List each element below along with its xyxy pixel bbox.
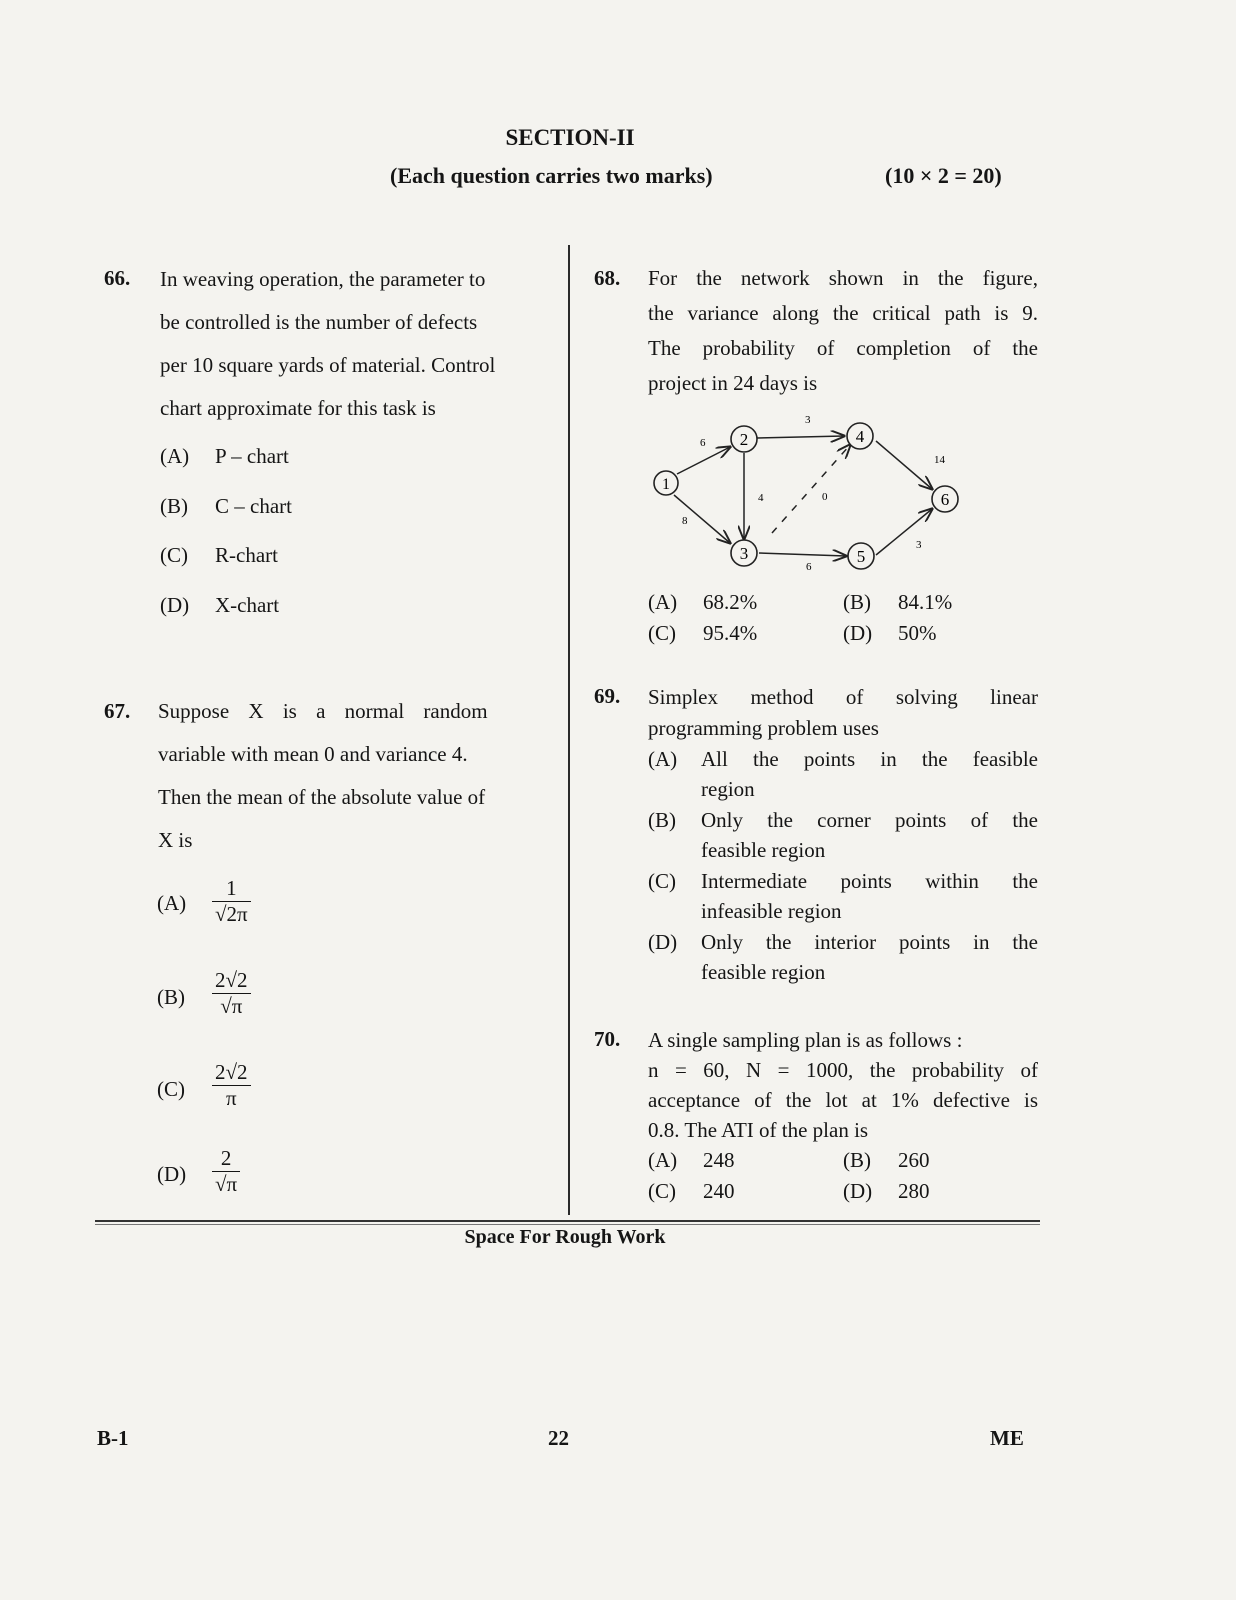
q66-line: per 10 square yards of material. Control <box>160 353 496 377</box>
option-label: (A) <box>648 747 678 771</box>
option-label: (A) <box>648 1148 678 1172</box>
fraction-numerator: 1 <box>226 876 237 900</box>
edge-1-2 <box>677 447 730 474</box>
q66-line: be controlled is the number of defects <box>160 310 478 334</box>
q70-option-d <box>843 1176 930 1207</box>
q68-option-b <box>843 587 952 618</box>
option-text: 240 <box>703 1179 735 1203</box>
node-label: 5 <box>856 547 866 566</box>
q70-line: A single sampling plan is as follows : <box>648 1028 963 1052</box>
q70-option-c <box>648 1176 735 1207</box>
paper-code-left: B-1 <box>97 1426 129 1450</box>
q67-line: X is <box>158 828 193 852</box>
edge-label-1-3: 8 <box>682 515 688 527</box>
option-text: Only the corner points of the <box>701 808 1038 832</box>
q66-option-b <box>160 494 292 519</box>
q68-line: project in 24 days is <box>648 371 818 395</box>
option-text: infeasible region <box>701 899 842 923</box>
edge-2-4 <box>757 436 844 438</box>
q69-option-b <box>648 805 1038 865</box>
edge-label-4-6: 14 <box>934 454 945 466</box>
node-label: 4 <box>855 427 865 446</box>
q66-option-a <box>160 444 289 469</box>
q67-option-b-fraction <box>212 968 251 1019</box>
node-5 <box>848 543 874 569</box>
option-label: (C) <box>648 1179 676 1203</box>
option-text: 280 <box>898 1179 930 1203</box>
q67-line: variable with mean 0 and variance 4. <box>158 742 468 766</box>
q70-line: acceptance of the lot at 1% defective is <box>648 1088 1038 1112</box>
node-1 <box>654 471 678 495</box>
q67-option-d-label: (D) <box>157 1162 187 1186</box>
rough-work-divider <box>95 1220 1040 1222</box>
q66-option-c <box>160 543 278 568</box>
edge-label-3-4: 0 <box>822 491 828 503</box>
option-label: (A) <box>160 444 190 468</box>
node-label: 2 <box>739 430 749 449</box>
option-text: Only the interior points in the <box>701 930 1038 954</box>
q67-option-a-label: (A) <box>157 891 187 915</box>
page-number: 22 <box>548 1426 569 1450</box>
q70-line: n = 60, N = 1000, the probability of <box>648 1058 1038 1082</box>
node-4 <box>847 423 873 449</box>
q66-line: In weaving operation, the parameter to <box>160 267 486 291</box>
fraction-numerator: 2 <box>220 1146 232 1170</box>
paper-code-right: ME <box>990 1426 1024 1450</box>
q68-line: the variance along the critical path is 9. <box>648 301 1038 325</box>
project-network-diagram <box>640 405 970 585</box>
option-text: 260 <box>898 1148 930 1172</box>
option-label: (B) <box>648 808 676 832</box>
q66-text <box>160 258 550 430</box>
option-text: feasible region <box>701 960 826 984</box>
q70-text <box>648 1025 1038 1145</box>
node-label: 3 <box>739 544 749 563</box>
rough-work-label: Space For Rough Work <box>464 1226 666 1248</box>
fraction-denominator: π <box>212 1085 251 1111</box>
node-label: 6 <box>940 490 950 509</box>
q67-option-d-fraction <box>212 1146 240 1197</box>
q67-line: Then the mean of the absolute value of <box>158 785 486 809</box>
column-divider <box>568 245 570 1215</box>
edge-3-5 <box>759 553 846 556</box>
q67-option-a-fraction <box>212 876 251 927</box>
q70-option-b <box>843 1145 930 1176</box>
option-text: 50% <box>898 621 937 645</box>
option-text: All the points in the feasible <box>701 747 1038 771</box>
section-subtitle: (Each question carries two marks) <box>390 163 713 188</box>
option-text: 68.2% <box>703 590 758 614</box>
q67-option-c-label: (C) <box>157 1077 185 1101</box>
option-label: (B) <box>843 590 871 614</box>
option-label: (B) <box>160 494 188 518</box>
edge-label-2-4: 3 <box>805 414 811 426</box>
fraction-denominator: √π <box>212 993 251 1019</box>
q69-number: 69. <box>594 684 621 708</box>
q67-line: Suppose X is a normal random <box>158 699 488 723</box>
edge-label-1-2: 6 <box>700 437 706 449</box>
q67-text <box>158 690 548 862</box>
option-label: (D) <box>648 930 678 954</box>
q69-options <box>648 744 1038 987</box>
option-text: P – chart <box>215 444 289 468</box>
edge-label-5-6: 3 <box>916 539 922 551</box>
q68-option-c <box>648 618 757 649</box>
node-3 <box>731 540 757 566</box>
option-text: Intermediate points within the <box>701 869 1038 893</box>
fraction-numerator: 2√2 <box>215 1060 248 1084</box>
fraction-denominator: √π <box>212 1171 240 1197</box>
q68-option-a <box>648 587 757 618</box>
q66-number: 66. <box>104 266 131 290</box>
q68-number: 68. <box>594 266 621 290</box>
option-text: feasible region <box>701 838 826 862</box>
edge-label-2-3: 4 <box>758 492 764 504</box>
option-text: 248 <box>703 1148 735 1172</box>
rough-work-divider-thin <box>95 1224 1040 1225</box>
q68-text <box>648 261 1038 401</box>
option-text: C – chart <box>215 494 292 518</box>
option-label: (C) <box>160 543 188 567</box>
option-label: (A) <box>648 590 678 614</box>
section-title: SECTION-II <box>505 125 635 150</box>
node-2 <box>731 426 757 452</box>
q70-number: 70. <box>594 1027 621 1051</box>
q69-line: Simplex method of solving linear <box>648 685 1038 709</box>
q68-line: For the network shown in the figure, <box>648 266 1038 290</box>
option-label: (D) <box>843 621 873 645</box>
option-label: (B) <box>843 1148 871 1172</box>
option-text: R-chart <box>215 543 278 567</box>
q68-line: The probability of completion of the <box>648 336 1038 360</box>
q66-line: chart approximate for this task is <box>160 396 436 420</box>
q69-text <box>648 682 1038 744</box>
edge-4-6 <box>876 441 932 489</box>
q67-number: 67. <box>104 699 131 723</box>
section-marks: (10 × 2 = 20) <box>885 163 1002 188</box>
option-text: 84.1% <box>898 590 953 614</box>
q69-option-c <box>648 866 1038 926</box>
q69-option-a <box>648 744 1038 804</box>
node-label: 1 <box>662 476 670 493</box>
fraction-denominator: √2π <box>212 901 251 927</box>
option-text: 95.4% <box>703 621 758 645</box>
option-text: region <box>701 777 755 801</box>
q70-line: 0.8. The ATI of the plan is <box>648 1118 869 1142</box>
q67-option-b-label: (B) <box>157 985 185 1009</box>
node-6 <box>932 486 958 512</box>
edge-label-3-5: 6 <box>806 561 812 573</box>
q69-line: programming problem uses <box>648 716 879 740</box>
option-label: (C) <box>648 621 676 645</box>
q66-option-d <box>160 593 279 618</box>
q69-option-d <box>648 927 1038 987</box>
option-text: X-chart <box>215 593 280 617</box>
q70-option-a <box>648 1145 735 1176</box>
q68-option-d <box>843 618 937 649</box>
option-label: (C) <box>648 869 676 893</box>
fraction-numerator: 2√2 <box>215 968 248 992</box>
q67-option-c-fraction <box>212 1060 251 1111</box>
edge-3-4-dummy <box>772 445 850 533</box>
edge-5-6 <box>876 509 932 555</box>
option-label: (D) <box>160 593 190 617</box>
option-label: (D) <box>843 1179 873 1203</box>
